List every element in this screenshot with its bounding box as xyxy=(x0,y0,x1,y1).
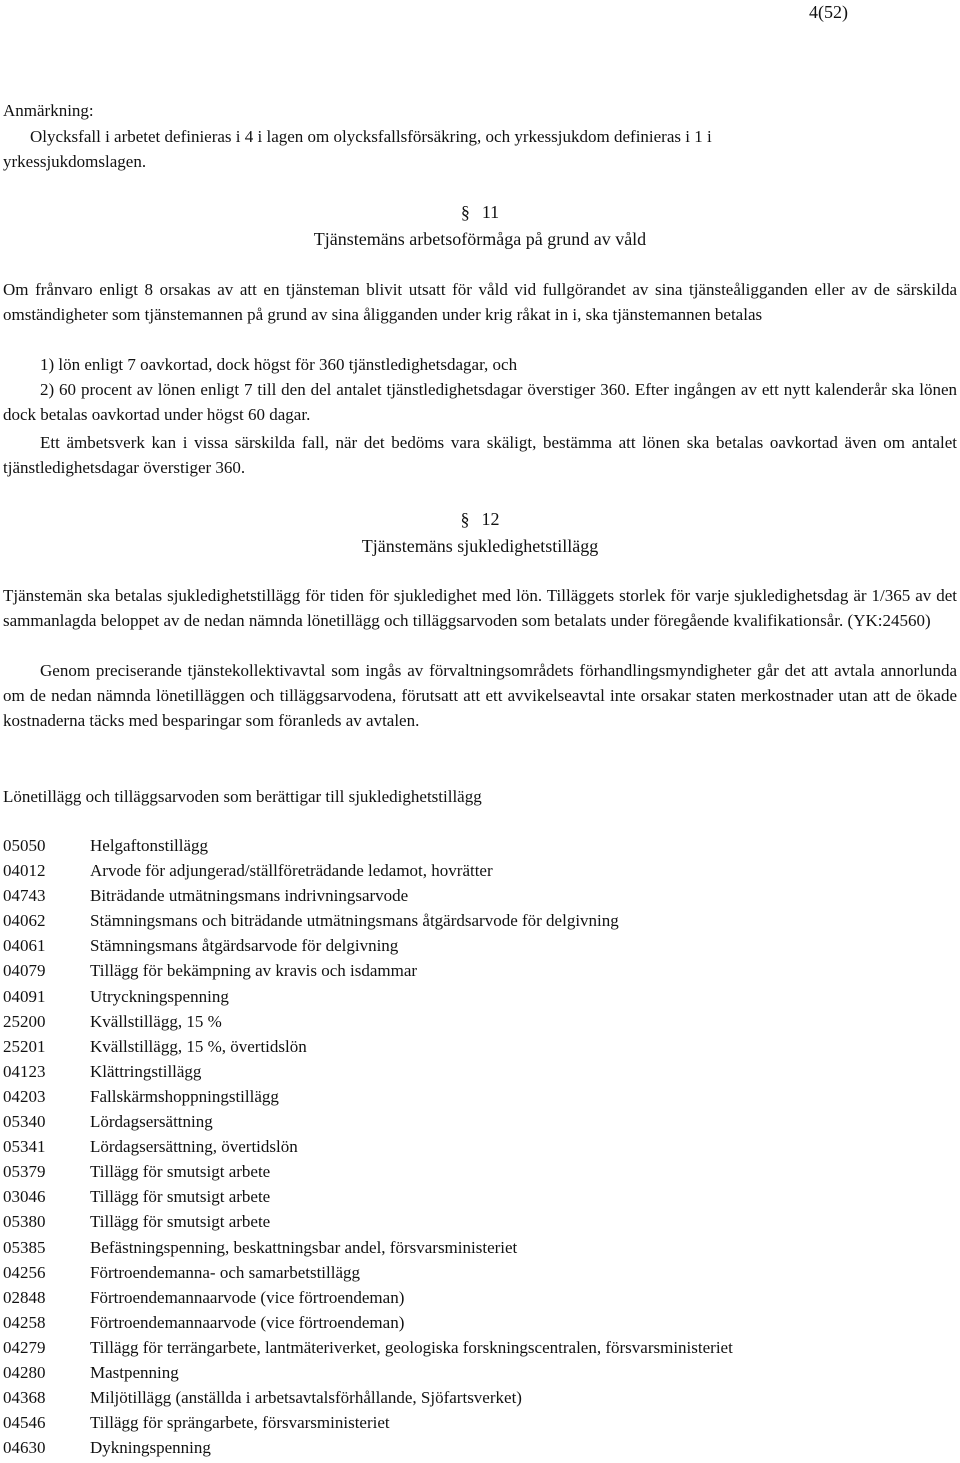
code-description: Förtroendemannaarvode (vice förtroendeman) xyxy=(90,1312,405,1332)
code-row xyxy=(3,1059,957,1084)
section-11-number-text: 11 xyxy=(481,202,500,222)
section-11-paragraph-2: Ett ämbetsverk kan i vissa särskilda fall, när det bedöms vara skäligt, bestämma att lönen ska betalas oavkortad även om antalet tjänstledighetsdagar överstiger 360. xyxy=(3,433,957,477)
code-description: Miljötillägg (anställda i arbetsavtalsförhållande, Sjöfartsverket) xyxy=(90,1388,522,1408)
code-row xyxy=(3,908,957,933)
code-description: Lördagsersättning, övertidslön xyxy=(90,1137,298,1157)
code-row xyxy=(3,858,957,883)
code-row xyxy=(3,1084,957,1109)
code-number: 05340 xyxy=(3,1112,46,1132)
code-description: Befästningspenning, beskattningsbar andel, försvarsministeriet xyxy=(90,1237,518,1257)
code-row xyxy=(3,1235,957,1260)
section-11-item-1: 1) lön enligt 7 oavkortad, dock högst för 360 tjänstledighetsdagar, och xyxy=(40,355,518,374)
section-symbol: § xyxy=(460,509,470,529)
code-number: 04123 xyxy=(3,1061,46,1081)
code-description: Fallskärmshoppningstillägg xyxy=(90,1086,279,1106)
code-row xyxy=(3,1009,957,1034)
code-number: 25200 xyxy=(3,1011,46,1031)
section-11-paragraph-1: Om frånvaro enligt 8 orsakas av att en tjänsteman blivit utsatt för våld vid fullgörandet av sina tjänsteåligganden eller av de särskilda omständigheter som tjänstemannen på grund av sina åligganden under krig råkat in i, ska tjänstemannen betalas xyxy=(3,280,957,324)
code-number: 03046 xyxy=(3,1187,46,1207)
code-row xyxy=(3,984,957,1009)
code-description: Tillägg för smutsigt arbete xyxy=(90,1212,271,1232)
code-number: 04203 xyxy=(3,1086,46,1106)
code-row xyxy=(3,1360,957,1385)
code-row xyxy=(3,1260,957,1285)
code-row xyxy=(3,833,957,858)
code-number: 02848 xyxy=(3,1287,46,1307)
code-number: 04280 xyxy=(3,1362,46,1382)
code-description: Helgaftonstillägg xyxy=(90,836,209,855)
code-list-heading: Lönetillägg och tilläggsarvoden som berättigar till sjukledighetstillägg xyxy=(3,787,482,806)
code-number: 04546 xyxy=(3,1413,46,1433)
code-description: Tillägg för smutsigt arbete xyxy=(90,1187,271,1207)
code-number: 04279 xyxy=(3,1337,46,1357)
code-row xyxy=(3,1285,957,1310)
code-description: Biträdande utmätningsmans indrivningsarvode xyxy=(90,886,409,906)
code-row xyxy=(3,1385,957,1410)
code-number: 05380 xyxy=(3,1212,46,1232)
code-description: Stämningsmans och biträdande utmätningsmans åtgärdsarvode för delgivning xyxy=(90,911,619,931)
code-number: 04368 xyxy=(3,1388,46,1408)
code-number: 05341 xyxy=(3,1137,46,1157)
code-description: Klättringstillägg xyxy=(90,1061,202,1081)
code-row xyxy=(3,1310,957,1335)
code-description: Kvällstillägg, 15 %, övertidslön xyxy=(90,1036,307,1056)
note-heading: Anmärkning: xyxy=(3,101,94,120)
section-11-title: Tjänstemäns arbetsoförmåga på grund av våld xyxy=(313,229,647,249)
code-row xyxy=(3,958,957,983)
code-row xyxy=(3,1034,957,1059)
note-text-line2: yrkessjukdomslagen. xyxy=(3,152,147,171)
section-11-number xyxy=(0,199,960,226)
code-number: 04062 xyxy=(3,911,46,931)
code-number: 04743 xyxy=(3,886,46,906)
code-row xyxy=(3,883,957,908)
code-number: 04256 xyxy=(3,1262,46,1282)
code-number: 05050 xyxy=(3,836,46,855)
code-description: Mastpenning xyxy=(90,1362,179,1382)
code-description: Tillägg för terrängarbete, lantmäteriverket, geologiska forskningscentralen, försvarsministeriet xyxy=(90,1337,733,1357)
note-text xyxy=(3,124,957,174)
code-number: 05379 xyxy=(3,1162,46,1182)
code-number: 04258 xyxy=(3,1312,46,1332)
code-row xyxy=(3,1335,957,1360)
section-12-paragraph-1: Tjänstemän ska betalas sjukledighetstillägg för tiden för sjukledighet med lön. Tilläggets storlek för varje sjukledighetsdag är 1/365 av det sammanlagda beloppet av de nedan nämnda lönetillägg och tilläggsarvoden som betalats under föregående kvalifikationsår. (YK:24560) xyxy=(3,586,957,630)
code-number: 04079 xyxy=(3,961,46,981)
code-row xyxy=(3,1109,957,1134)
section-11-item-2: 2) 60 procent av lönen enligt 7 till den del antalet tjänstledighetsdagar överstiger 360. Efter ingången av ett nytt kalenderår ska lönen dock betalas oavkortad under högst 60 dagar. xyxy=(3,380,957,424)
code-row xyxy=(3,1435,957,1460)
code-description: Kvällstillägg, 15 % xyxy=(90,1011,222,1031)
section-12-title: Tjänstemäns sjukledighetstillägg xyxy=(361,536,599,556)
code-description: Tillägg för sprängarbete, försvarsministeriet xyxy=(90,1413,390,1433)
code-number: 04630 xyxy=(3,1438,46,1458)
code-description: Tillägg för bekämpning av kravis och isdammar xyxy=(90,961,418,981)
code-description: Arvode för adjungerad/ställföreträdande ledamot, hovrätter xyxy=(90,861,493,881)
code-number: 04091 xyxy=(3,986,46,1006)
code-row xyxy=(3,1410,957,1435)
section-12-number xyxy=(0,506,960,533)
code-number: 05385 xyxy=(3,1237,46,1257)
code-number: 04012 xyxy=(3,861,46,881)
page-number: 4(52) xyxy=(809,2,848,22)
code-description: Förtroendemannaarvode (vice förtroendeman) xyxy=(90,1287,405,1307)
code-description: Utryckningspenning xyxy=(90,986,229,1006)
code-row xyxy=(3,1134,957,1159)
code-number: 25201 xyxy=(3,1036,46,1056)
section-symbol: § xyxy=(460,202,470,222)
section-12-number-text: 12 xyxy=(481,509,500,529)
code-description: Dykningspenning xyxy=(90,1438,211,1458)
code-list xyxy=(3,833,957,1460)
code-row xyxy=(3,933,957,958)
code-row xyxy=(3,1159,957,1184)
code-description: Tillägg för smutsigt arbete xyxy=(90,1162,271,1182)
code-row xyxy=(3,1209,957,1234)
code-description: Förtroendemanna- och samarbetstillägg xyxy=(90,1262,361,1282)
code-row xyxy=(3,1184,957,1209)
section-12-paragraph-2: Genom preciserande tjänstekollektivavtal som ingås av förvaltningsområdets förhandlingsmyndigheter går det att avtala annorlunda om de nedan nämnda lönetilläggen och tilläggsarvodena, förutsatt att ett avvikelseavtal inte orsakar staten merkostnader utan att de ökade kostnaderna täcks med besparingar som föranleds av avtalen. xyxy=(3,661,957,730)
code-description: Lördagsersättning xyxy=(90,1112,213,1132)
code-description: Stämningsmans åtgärdsarvode för delgivning xyxy=(90,936,399,956)
note-text-line1: Olycksfall i arbetet definieras i 4 i lagen om olycksfallsförsäkring, och yrkessjukdom definieras i 1 i xyxy=(30,127,712,146)
code-number: 04061 xyxy=(3,936,46,956)
